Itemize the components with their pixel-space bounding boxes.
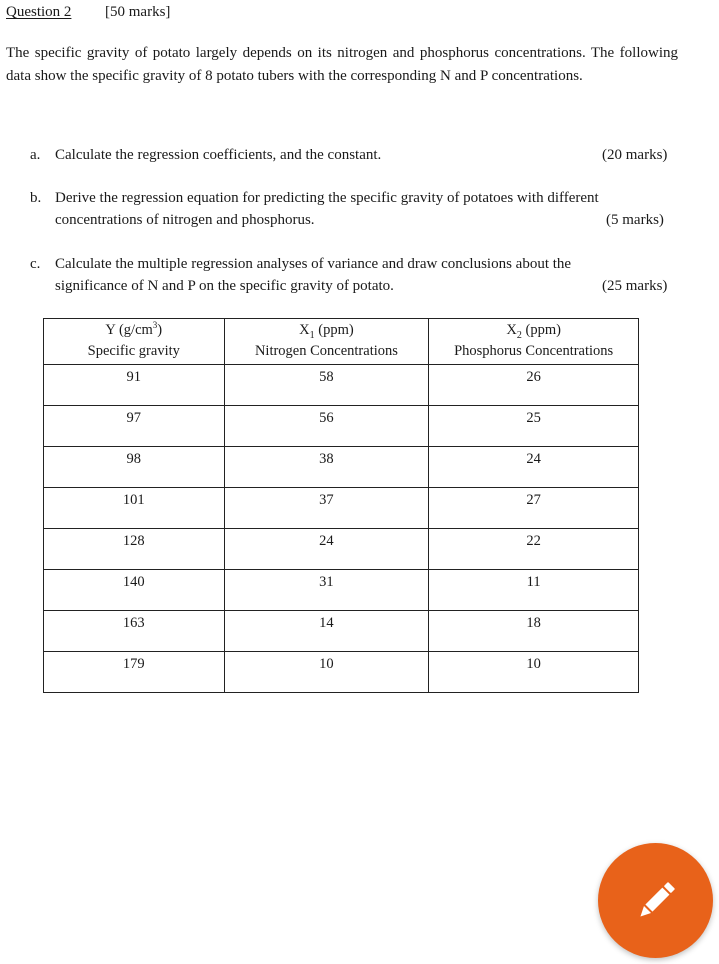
table-row bbox=[44, 365, 639, 406]
cell-x2: 10 bbox=[429, 652, 639, 693]
table-row bbox=[44, 406, 639, 447]
cell-x2: 27 bbox=[429, 488, 639, 529]
cell-y: 140 bbox=[44, 570, 225, 611]
header-x2 bbox=[429, 319, 639, 365]
cell-x1: 56 bbox=[224, 406, 429, 447]
part-c-marks: (25 marks) bbox=[602, 278, 668, 294]
part-a-letter: a. bbox=[30, 147, 41, 163]
pencil-icon bbox=[630, 875, 682, 927]
part-c-letter: c. bbox=[30, 256, 41, 272]
cell-y: 91 bbox=[44, 365, 225, 406]
cell-y: 101 bbox=[44, 488, 225, 529]
part-b-text: Derive the regression equation for predicting the specific gravity of potatoes with different concentrations of nitrogen and phosphorus. bbox=[55, 190, 599, 228]
cell-y: 98 bbox=[44, 447, 225, 488]
cell-x2: 11 bbox=[429, 570, 639, 611]
table-row bbox=[44, 570, 639, 611]
table-row bbox=[44, 529, 639, 570]
part-a-text: Calculate the regression coefficients, and the constant. bbox=[55, 147, 382, 163]
data-table bbox=[43, 318, 639, 693]
cell-x2: 26 bbox=[429, 365, 639, 406]
header-x2-line1: $X_2$ (ppm) bbox=[506, 322, 561, 341]
header-y-line2: Specific gravity bbox=[87, 343, 180, 359]
cell-x1: 31 bbox=[224, 570, 429, 611]
table-row bbox=[44, 652, 639, 693]
cell-x2: 24 bbox=[429, 447, 639, 488]
cell-y: 179 bbox=[44, 652, 225, 693]
table-row bbox=[44, 488, 639, 529]
edit-button[interactable] bbox=[598, 843, 713, 958]
part-b-marks: (5 marks) bbox=[606, 212, 664, 228]
table-row bbox=[44, 447, 639, 488]
part-c-text: Calculate the multiple regression analyses of variance and draw conclusions about the significance of N and P on the specific gravity of potato. bbox=[55, 256, 572, 294]
header-x1 bbox=[224, 319, 429, 365]
cell-x1: 24 bbox=[224, 529, 429, 570]
cell-y: 128 bbox=[44, 529, 225, 570]
header-y-line1: Y $(g/cm^3)$ bbox=[105, 320, 163, 338]
cell-x2: 18 bbox=[429, 611, 639, 652]
cell-x1: 10 bbox=[224, 652, 429, 693]
cell-x2: 25 bbox=[429, 406, 639, 447]
cell-x2: 22 bbox=[429, 529, 639, 570]
cell-y: 97 bbox=[44, 406, 225, 447]
cell-x1: 58 bbox=[224, 365, 429, 406]
part-b-letter: b. bbox=[30, 190, 42, 206]
table-row bbox=[44, 611, 639, 652]
header-x1-line1: $X_1$ (ppm) bbox=[299, 322, 354, 341]
table-header-row bbox=[44, 319, 639, 365]
question-header bbox=[6, 3, 171, 21]
header-x1-line2: Nitrogen Concentrations bbox=[254, 343, 398, 359]
header-y bbox=[44, 319, 225, 365]
question-intro: The specific gravity of potato largely depends on its nitrogen and phosphorus concentrations. The following data show the specific gravity of 8 potato tubers with the corresponding N and P concentrations. bbox=[6, 45, 678, 84]
total-marks: [50 marks] bbox=[105, 4, 171, 20]
cell-y: 163 bbox=[44, 611, 225, 652]
cell-x1: 14 bbox=[224, 611, 429, 652]
header-x2-line2: Phosphorus Concentrations bbox=[454, 343, 614, 359]
question-title: Question 2 bbox=[6, 4, 72, 20]
part-a-marks: (20 marks) bbox=[602, 147, 668, 163]
cell-x1: 38 bbox=[224, 447, 429, 488]
cell-x1: 37 bbox=[224, 488, 429, 529]
